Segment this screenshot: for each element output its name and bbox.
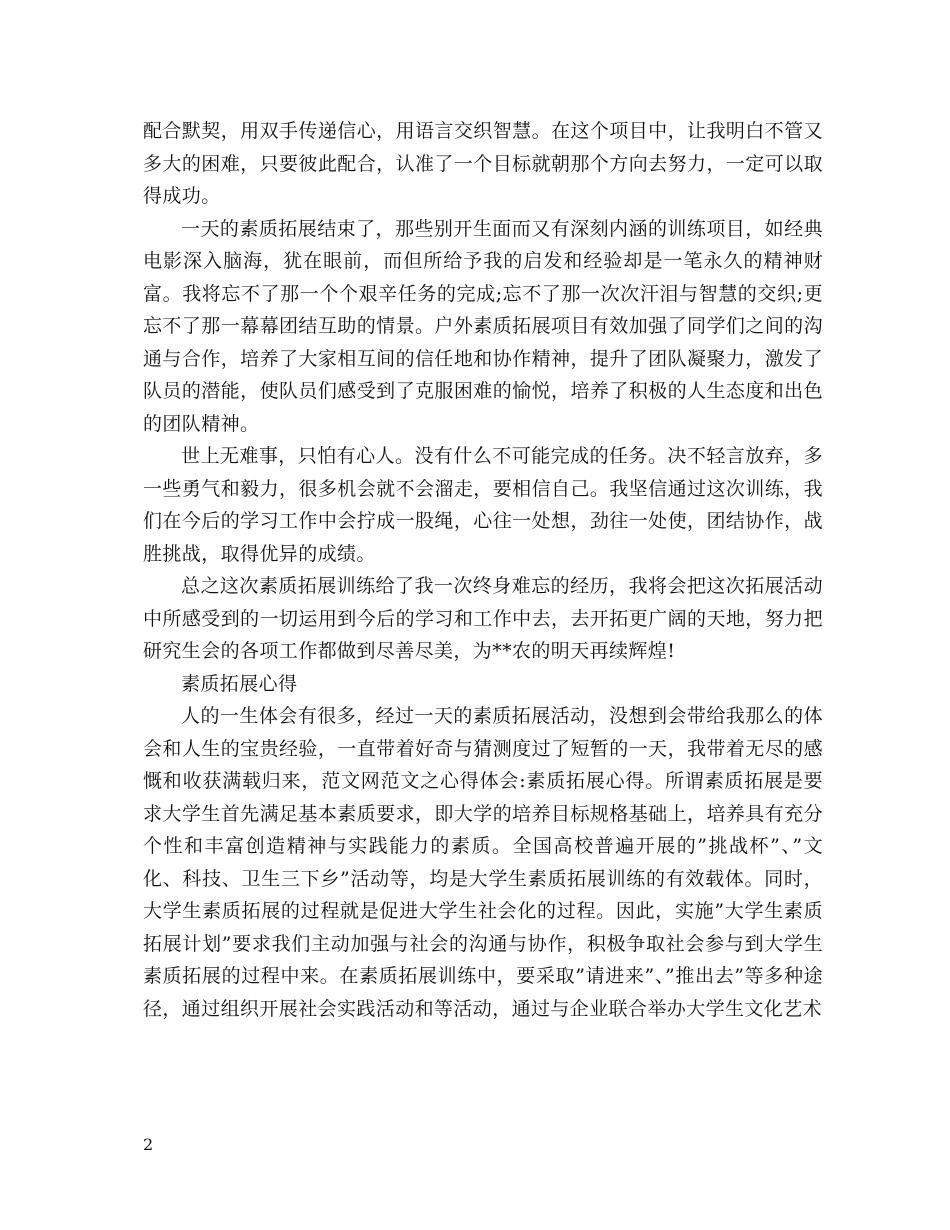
paragraph: 配合默契，用双手传递信心，用语言交织智慧。在这个项目中，让我明白不管又多大的困难，只要彼此配合，认准了一个目标就朝那个方向去努力，一定可以取得成功。 bbox=[143, 120, 823, 207]
paragraph: 总之这次素质拓展训练给了我一次终身难忘的经历，我将会把这次拓展活动中所感受到的一切运用到今后的学习和工作中去，去开拓更广阔的天地，努力把研究生会的各项工作都做到尽善尽美，为**农的明天再续辉煌! bbox=[143, 575, 823, 662]
document-body bbox=[143, 115, 823, 1025]
paragraph: 世上无难事，只怕有心人。没有什么不可能完成的任务。决不轻言放弃，多一些勇气和毅力，很多机会就不会溜走，要相信自己。我坚信通过这次训练，我们在今后的学习工作中会拧成一股绳，心往一处想，劲往一处使，团结协作，战胜挑战，取得优异的成绩。 bbox=[143, 445, 823, 565]
section-heading: 素质拓展心得 bbox=[181, 672, 298, 695]
page-number: 2 bbox=[143, 1135, 154, 1154]
paragraph: 人的一生体会有很多，经过一天的素质拓展活动，没想到会带给我那么的体会和人生的宝贵经验，一直带着好奇与猜测度过了短暂的一天，我带着无尽的感慨和收获满载归来，范文网范文之心得体会:素质拓展心得。所谓素质拓展是要求大学生首先满足基本素质要求，即大学的培养目标规格基础上，培养具有充分个性和丰富创造精神与实践能力的素质。全国高校普遍开展的”挑战杯”、”文化、科技、卫生三下乡”活动等，均是大学生素质拓展训练的有效载体。同时，大学生素质拓展的过程就是促进大学生社会化的过程。因此，实施”大学生素质拓展计划”要求我们主动加强与社会的沟通与协作，积极争取社会参与到大学生素质拓展的过程中来。在素质拓展训练中，要采取”请进来”、”推出去”等多种途径，通过组织开展社会实践活动和等活动，通过与企业联合举办大学生文化艺术 bbox=[143, 705, 823, 1020]
paragraph: 一天的素质拓展结束了，那些别开生面而又有深刻内涵的训练项目，如经典电影深入脑海，犹在眼前，而但所给予我的启发和经验却是一笔永久的精神财富。我将忘不了那一个个艰辛任务的完成;忘不了那一次次汗泪与智慧的交织;更忘不了那一幕幕团结互助的情景。户外素质拓展项目有效加强了同学们之间的沟通与合作，培养了大家相互间的信任地和协作精神，提升了团队凝聚力，激发了队员的潜能，使队员们感受到了克服困难的愉悦，培养了积极的人生态度和出色的团队精神。 bbox=[143, 217, 823, 435]
